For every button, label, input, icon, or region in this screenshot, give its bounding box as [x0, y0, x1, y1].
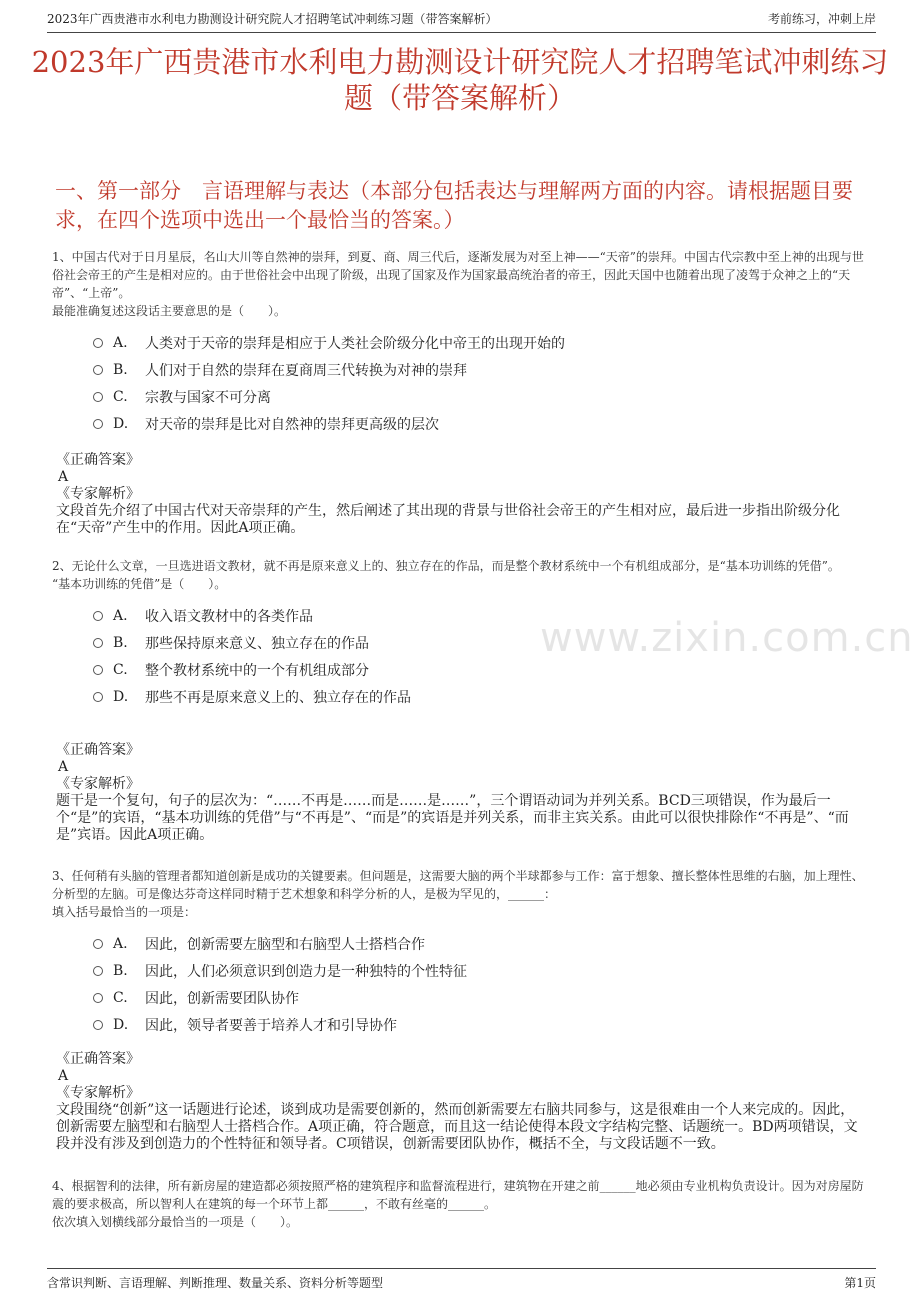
- answer-block-2: [56, 742, 866, 844]
- radio-icon[interactable]: [93, 419, 103, 429]
- option-letter: A.: [113, 935, 128, 952]
- option-b[interactable]: [93, 629, 864, 656]
- radio-icon[interactable]: [93, 365, 103, 375]
- option-d[interactable]: [93, 410, 864, 437]
- question-stem: 1、中国古代对于日月星辰，名山大川等自然神的崇拜，到夏、商、周三代后，逐渐发展为对至上神——“天帝”的崇拜。中国古代宗教中至上神的出现与世俗社会帝王的产生是相对应的。由于世俗社会中出现了阶级，出现了国家及作为国家最高统治者的帝王，因此天国中也随着出现了凌驾于众神之上的“天帝”、“上帝”。: [52, 250, 864, 300]
- radio-icon[interactable]: [93, 665, 103, 675]
- option-text: 对天帝的崇拜是比对自然神的崇拜更高级的层次: [145, 416, 439, 433]
- option-letter: D.: [113, 1016, 129, 1033]
- option-letter: D.: [113, 688, 129, 705]
- option-d[interactable]: [93, 1011, 864, 1038]
- answer-block-1: [56, 452, 866, 537]
- radio-icon[interactable]: [93, 993, 103, 1003]
- radio-icon[interactable]: [93, 692, 103, 702]
- radio-icon[interactable]: [93, 611, 103, 621]
- answer-label: 《正确答案》: [56, 1051, 140, 1067]
- question-prompt: “基本功训练的凭借”是（ ）。: [52, 577, 227, 591]
- option-text: 因此，创新需要团队协作: [145, 990, 299, 1007]
- answer-block-3: [56, 1051, 866, 1153]
- expert-label: 《专家解析》: [56, 1085, 140, 1101]
- question-prompt: 填入括号最恰当的一项是：: [52, 905, 197, 919]
- answer-value: A: [58, 1068, 69, 1084]
- answer-value: A: [58, 469, 69, 485]
- option-text: 因此，人们必须意识到创造力是一种独特的个性特征: [145, 963, 467, 980]
- option-text: 因此，领导者要善于培养人才和引导协作: [145, 1017, 397, 1034]
- option-b[interactable]: [93, 957, 864, 984]
- option-text: 宗教与国家不可分离: [145, 389, 271, 406]
- option-letter: B.: [113, 962, 128, 979]
- option-text: 人们对于自然的崇拜在夏商周三代转换为对神的崇拜: [145, 362, 467, 379]
- question-4: [52, 1177, 864, 1231]
- radio-icon[interactable]: [93, 966, 103, 976]
- explanation-text: 文段首先介绍了中国古代对天帝崇拜的产生，然后阐述了其出现的背景与世俗社会帝王的产生相对应，最后进一步指出阶级分化在“天帝”产生中的作用。因此A项正确。: [56, 503, 840, 536]
- option-letter: A.: [113, 334, 128, 351]
- answer-value: A: [58, 759, 69, 775]
- watermark: www.zixin.com.cn: [540, 615, 914, 661]
- option-d[interactable]: [93, 683, 864, 710]
- question-2: [52, 557, 864, 710]
- option-a[interactable]: [93, 329, 864, 356]
- answer-label: 《正确答案》: [56, 452, 140, 468]
- option-list: [93, 930, 864, 1038]
- header-slogan: 考前练习，冲刺上岸: [767, 12, 876, 26]
- option-letter: B.: [113, 361, 128, 378]
- page-header: [47, 10, 876, 33]
- page-footer: [47, 1268, 876, 1291]
- option-c[interactable]: [93, 984, 864, 1011]
- explanation-text: 题干是一个复句，句子的层次为：“……不再是……而是……是……”，三个谓语动词为并列关系。BCD三项错误，作为最后一个“是”的宾语，“基本功训练的凭借”与“不再是”、“而是”的宾语是并列关系，而非主宾关系。由此可以很快排除作“不再是”、“而是”宾语。因此A项正确。: [56, 793, 849, 843]
- radio-icon[interactable]: [93, 392, 103, 402]
- option-letter: B.: [113, 634, 128, 651]
- header-doc-title: 2023年广西贵港市水利电力勘测设计研究院人才招聘笔试冲刺练习题（带答案解析）: [47, 12, 498, 26]
- explanation-text: 文段围绕“创新”这一话题进行论述，谈到成功是需要创新的，然而创新需要左右脑共同参与，这是很难由一个人来完成的。因此，创新需要左脑型和右脑型人士搭档合作。A项正确，符合题意，而且这一结论使得本段文字结构完整、话题统一。BD两项错误，文段并没有涉及到创造力的个性特征和领导者。C项错误，创新需要团队协作，概括不全，与文段话题不一致。: [56, 1102, 858, 1152]
- option-text: 人类对于天帝的崇拜是相应于人类社会阶级分化中帝王的出现开始的: [145, 335, 565, 352]
- option-c[interactable]: [93, 383, 864, 410]
- question-1: [52, 248, 864, 437]
- option-letter: C.: [113, 989, 128, 1006]
- radio-icon[interactable]: [93, 939, 103, 949]
- option-list: [93, 329, 864, 437]
- radio-icon[interactable]: [93, 1020, 103, 1030]
- question-stem: 4、根据智利的法律，所有新房屋的建造都必须按照严格的建筑程序和监督流程进行，建筑物在开建之前______地必须由专业机构负责设计。因为对房屋防震的要求极高，所以智利人在建筑的每一个环节上都______，不敢有丝毫的______。: [52, 1179, 864, 1211]
- question-stem: 2、无论什么文章，一旦选进语文教材，就不再是原来意义上的、独立存在的作品，而是整个教材系统中一个有机组成部分，是“基本功训练的凭借”。: [52, 559, 840, 573]
- section-heading: 一、第一部分 言语理解与表达（本部分包括表达与理解两方面的内容。请根据题目要求，在四个选项中选出一个最恰当的答案。）: [55, 179, 853, 232]
- footer-topics: 含常识判断、言语理解、判断推理、数量关系、资料分析等题型: [47, 1276, 384, 1290]
- option-letter: C.: [113, 661, 128, 678]
- question-prompt: 最能准确复述这段话主要意思的是（ ）。: [52, 304, 287, 318]
- option-text: 那些保持原来意义、独立存在的作品: [145, 635, 369, 652]
- page-number: 第1页: [844, 1276, 876, 1290]
- radio-icon[interactable]: [93, 338, 103, 348]
- question-3: [52, 867, 864, 1038]
- expert-label: 《专家解析》: [56, 486, 140, 502]
- option-text: 那些不再是原来意义上的、独立存在的作品: [145, 689, 411, 706]
- option-letter: D.: [113, 415, 129, 432]
- radio-icon[interactable]: [93, 638, 103, 648]
- option-text: 收入语文教材中的各类作品: [145, 608, 313, 625]
- option-letter: A.: [113, 607, 128, 624]
- option-a[interactable]: [93, 602, 864, 629]
- option-text: 整个教材系统中的一个有机组成部分: [145, 662, 369, 679]
- option-list: [93, 602, 864, 710]
- question-stem: 3、任何稍有头脑的管理者都知道创新是成功的关键要素。但问题是，这需要大脑的两个半球都参与工作：富于想象、擅长整体性思维的右脑，加上理性、分析型的左脑。可是像达芬奇这样同时精于艺术想象和科学分析的人，是极为罕见的，______：: [52, 869, 864, 901]
- page-title: 2023年广西贵港市水利电力勘测设计研究院人才招聘笔试冲刺练习题（带答案解析）: [31, 45, 889, 115]
- answer-label: 《正确答案》: [56, 742, 140, 758]
- option-b[interactable]: [93, 356, 864, 383]
- option-c[interactable]: [93, 656, 864, 683]
- expert-label: 《专家解析》: [56, 776, 140, 792]
- option-letter: C.: [113, 388, 128, 405]
- option-text: 因此，创新需要左脑型和右脑型人士搭档合作: [145, 936, 425, 953]
- question-prompt: 依次填入划横线部分最恰当的一项是（ ）。: [52, 1215, 299, 1229]
- option-a[interactable]: [93, 930, 864, 957]
